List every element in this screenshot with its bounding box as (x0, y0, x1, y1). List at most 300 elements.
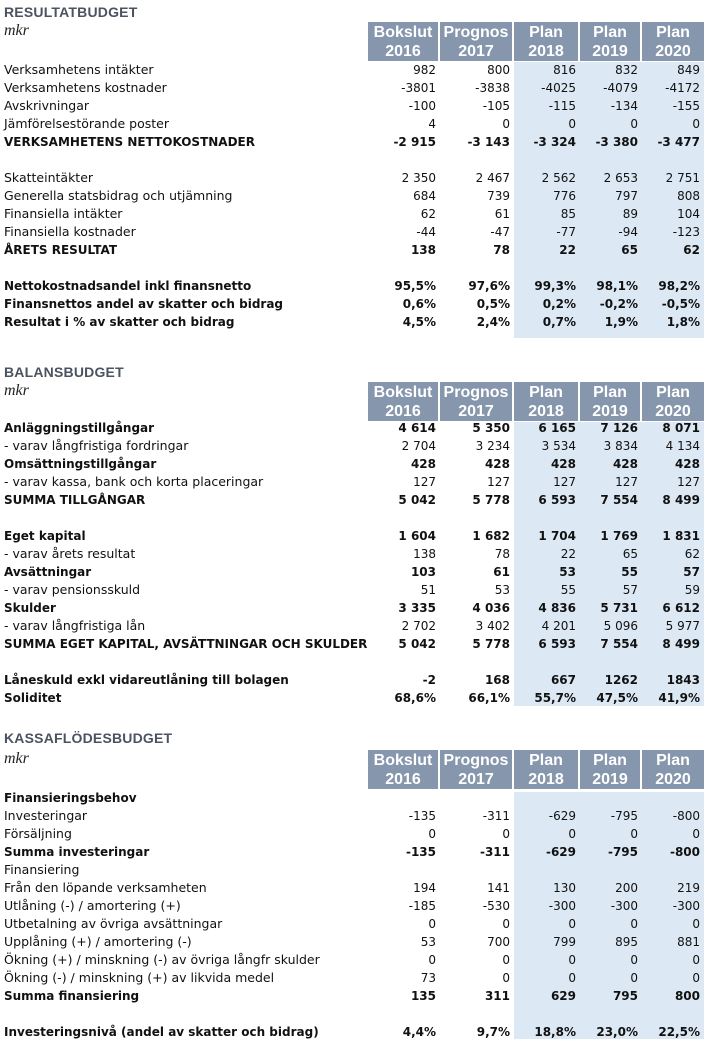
table-body (0, 789, 704, 1041)
value-cell: 0 (568, 117, 576, 131)
spacer-row (0, 1005, 704, 1023)
value-cell: 0 (692, 117, 700, 131)
value-cell: 982 (413, 63, 436, 77)
value-cell: 47,5% (596, 691, 638, 705)
column-header-cell (580, 382, 640, 421)
value-cell: 1,8% (666, 315, 700, 329)
value-cell: 684 (413, 189, 436, 203)
value-cell: 65 (621, 243, 638, 257)
value-cell: 78 (494, 547, 510, 561)
value-cell: -155 (672, 99, 700, 113)
value-cell: 99,3% (534, 279, 576, 293)
value-cell: 629 (550, 989, 576, 1003)
row-label: Utbetalning av övriga avsättningar (4, 916, 223, 931)
value-cell: 98,1% (596, 279, 638, 293)
value-cell: 0,2% (542, 297, 576, 311)
header-label: Plan (529, 24, 563, 41)
column-header (368, 22, 704, 61)
row-label: Ökning (-) / minskning (+) av likvida medel (4, 970, 275, 985)
value-cell: 98,2% (658, 279, 700, 293)
value-cell: -0,2% (599, 297, 638, 311)
value-cell (440, 789, 514, 807)
value-cell (580, 861, 642, 879)
spacer-row (0, 653, 704, 671)
row-label: - varav årets resultat (4, 546, 136, 561)
value-cell: 22 (560, 547, 576, 561)
value-cell: 55 (621, 565, 638, 579)
value-cell: 68,6% (394, 691, 436, 705)
header-label: Plan (656, 752, 690, 769)
value-cell: 89 (622, 207, 638, 221)
value-cell: 0 (568, 827, 576, 841)
table-row (0, 419, 704, 437)
header-label: Plan (593, 752, 627, 769)
table-row (0, 915, 704, 933)
value-cell: -795 (607, 845, 638, 859)
value-cell: 5 731 (600, 601, 638, 615)
row-label: Från den löpande verksamheten (4, 880, 207, 895)
table-row (0, 169, 704, 187)
value-cell: 0 (630, 827, 638, 841)
value-cell: 66,1% (468, 691, 510, 705)
row-label: Finansiering (4, 862, 80, 877)
value-cell: 22 (559, 243, 576, 257)
value-cell: -3801 (401, 81, 436, 95)
value-cell: -185 (408, 899, 436, 913)
header-year: 2020 (655, 403, 691, 420)
value-cell: -3 143 (467, 135, 510, 149)
unit-label: mkr (4, 22, 29, 39)
row-label: Ökning (+) / minskning (-) av övriga långfr skulder (4, 952, 320, 967)
value-cell: -100 (408, 99, 436, 113)
value-cell: 1 604 (398, 529, 436, 543)
row-label: Omsättningstillgångar (4, 457, 157, 471)
table-row (0, 617, 704, 635)
value-cell: 127 (677, 475, 700, 489)
value-cell: 2 562 (541, 171, 576, 185)
column-header-cell (580, 750, 640, 789)
value-cell: 797 (615, 189, 638, 203)
table-row (0, 437, 704, 455)
table-row (0, 187, 704, 205)
row-label: Summa finansiering (4, 989, 140, 1003)
column-header-cell (514, 22, 578, 61)
value-cell: 53 (420, 935, 436, 949)
value-cell: 739 (487, 189, 510, 203)
row-label: - varav långfristiga fordringar (4, 438, 189, 453)
value-cell: 0 (692, 971, 700, 985)
value-cell: 4 (428, 117, 436, 131)
value-cell: -4025 (541, 81, 576, 95)
value-cell: 849 (677, 63, 700, 77)
value-cell: -530 (482, 899, 510, 913)
value-cell: -800 (672, 809, 700, 823)
row-label: ÅRETS RESULTAT (4, 243, 118, 257)
value-cell: 104 (677, 207, 700, 221)
value-cell: 2,4% (476, 315, 510, 329)
header-year: 2019 (592, 43, 628, 60)
row-label: VERKSAMHETENS NETTOKOSTNADER (4, 135, 255, 149)
table-row (0, 313, 704, 331)
value-cell: 1 769 (600, 529, 638, 543)
table-row (0, 133, 704, 151)
row-label: Investeringsnivå (andel av skatter och bidrag) (4, 1025, 319, 1039)
row-label: Finansnettos andel av skatter och bidrag (4, 297, 284, 311)
value-cell: 194 (413, 881, 436, 895)
value-cell: 78 (493, 243, 510, 257)
value-cell: 130 (553, 881, 576, 895)
value-cell: 816 (553, 63, 576, 77)
value-cell: 667 (550, 673, 576, 687)
value-cell: 700 (487, 935, 510, 949)
value-cell: 9,7% (476, 1025, 510, 1039)
section-title: KASSAFLÖDESBUDGET (4, 730, 173, 746)
value-cell: 2 653 (603, 171, 638, 185)
table-row (0, 473, 704, 491)
value-cell: 0 (428, 953, 436, 967)
value-cell: -115 (548, 99, 576, 113)
value-cell: 200 (615, 881, 638, 895)
header-year: 2018 (528, 43, 564, 60)
value-cell: -0,5% (661, 297, 700, 311)
value-cell: 3 834 (603, 439, 638, 453)
value-cell: -4079 (603, 81, 638, 95)
value-cell: 2 704 (401, 439, 436, 453)
row-label: Summa investeringar (4, 845, 150, 859)
row-label: Skulder (4, 601, 56, 615)
value-cell (368, 789, 440, 807)
value-cell: -134 (610, 99, 638, 113)
table-row (0, 843, 704, 861)
table-row (0, 879, 704, 897)
value-cell: 895 (615, 935, 638, 949)
value-cell: 0,5% (476, 297, 510, 311)
table-row (0, 1023, 704, 1041)
column-header-cell (368, 382, 438, 421)
value-cell: 22,5% (658, 1025, 700, 1039)
table-body (0, 61, 704, 331)
value-cell (368, 861, 440, 879)
value-cell: -105 (482, 99, 510, 113)
value-cell: -47 (490, 225, 510, 239)
row-label: Generella statsbidrag och utjämning (4, 188, 233, 203)
header-label: Prognos (443, 384, 509, 401)
row-label: Jämförelsestörande poster (4, 116, 170, 131)
value-cell: 103 (410, 565, 436, 579)
value-cell: 219 (677, 881, 700, 895)
value-cell: 3 234 (475, 439, 510, 453)
table-row (0, 987, 704, 1005)
spacer-row (0, 151, 704, 169)
header-label: Prognos (443, 24, 509, 41)
header-year: 2016 (385, 43, 421, 60)
section-balansbudget (0, 362, 704, 705)
table-row (0, 277, 704, 295)
column-header (368, 382, 704, 421)
value-cell: 138 (413, 547, 436, 561)
value-cell: -629 (548, 809, 576, 823)
header-year: 2017 (458, 403, 494, 420)
value-cell: -3 324 (533, 135, 576, 149)
value-cell: 428 (410, 457, 436, 471)
value-cell (514, 861, 580, 879)
table-row (0, 491, 704, 509)
value-cell: 53 (494, 583, 510, 597)
value-cell: 127 (487, 475, 510, 489)
value-cell: -4172 (665, 81, 700, 95)
value-cell: -800 (669, 845, 700, 859)
row-label: Verksamhetens kostnader (4, 80, 167, 95)
value-cell: 55 (560, 583, 576, 597)
value-cell (642, 789, 704, 807)
table-row (0, 933, 704, 951)
table-row (0, 789, 704, 807)
value-cell: 41,9% (658, 691, 700, 705)
value-cell (514, 789, 580, 807)
header-year: 2018 (528, 771, 564, 788)
value-cell: 95,5% (394, 279, 436, 293)
value-cell: 141 (487, 881, 510, 895)
value-cell: 135 (410, 989, 436, 1003)
table-row (0, 825, 704, 843)
value-cell: 6 593 (538, 637, 576, 651)
value-cell: 800 (674, 989, 700, 1003)
value-cell: 6 165 (538, 421, 576, 435)
table-row (0, 969, 704, 987)
value-cell: 2 350 (401, 171, 436, 185)
value-cell: 1 704 (538, 529, 576, 543)
table-row (0, 599, 704, 617)
value-cell: 3 534 (541, 439, 576, 453)
value-cell: 0 (502, 117, 510, 131)
column-header (368, 750, 704, 789)
row-label: Finansiella kostnader (4, 224, 136, 239)
value-cell: 57 (683, 565, 700, 579)
value-cell: 1,9% (604, 315, 638, 329)
value-cell: 428 (612, 457, 638, 471)
value-cell: 5 042 (398, 637, 436, 651)
value-cell: -135 (405, 845, 436, 859)
row-label: Verksamhetens intäkter (4, 62, 154, 77)
value-cell: 138 (410, 243, 436, 257)
header-year: 2016 (385, 771, 421, 788)
value-cell: 5 778 (472, 493, 510, 507)
header-year: 2018 (528, 403, 564, 420)
table-row (0, 79, 704, 97)
row-label: SUMMA TILLGÅNGAR (4, 493, 146, 507)
value-cell: 0 (428, 827, 436, 841)
value-cell: 0 (568, 953, 576, 967)
table-row (0, 527, 704, 545)
value-cell: 0 (630, 953, 638, 967)
table-row (0, 545, 704, 563)
value-cell: 7 554 (600, 637, 638, 651)
value-cell: -3838 (475, 81, 510, 95)
column-header-cell (368, 22, 438, 61)
value-cell: 0,6% (402, 297, 436, 311)
value-cell: 4 201 (541, 619, 576, 633)
row-label: - varav pensionsskuld (4, 582, 141, 597)
header-label: Prognos (443, 752, 509, 769)
value-cell: 0 (502, 827, 510, 841)
row-label: Utlåning (-) / amortering (+) (4, 898, 181, 913)
value-cell: 4 614 (398, 421, 436, 435)
value-cell: 127 (553, 475, 576, 489)
value-cell: 59 (684, 583, 700, 597)
header-year: 2017 (458, 43, 494, 60)
column-header-cell (642, 750, 704, 789)
value-cell: 5 778 (472, 637, 510, 651)
section-kassaflodesbudget (0, 728, 704, 1039)
value-cell: 62 (683, 243, 700, 257)
row-label: SUMMA EGET KAPITAL, AVSÄTTNINGAR OCH SKULDER (4, 637, 368, 651)
row-label: Finansieringsbehov (4, 791, 137, 805)
table-row (0, 115, 704, 133)
value-cell: 776 (553, 189, 576, 203)
row-label: Avsättningar (4, 565, 92, 579)
value-cell: 0 (692, 953, 700, 967)
value-cell: 0 (428, 917, 436, 931)
value-cell (580, 789, 642, 807)
value-cell: 832 (615, 63, 638, 77)
value-cell: 0 (568, 971, 576, 985)
table-row (0, 563, 704, 581)
header-label: Plan (529, 752, 563, 769)
table-body (0, 419, 704, 707)
value-cell: 18,8% (534, 1025, 576, 1039)
row-label: Soliditet (4, 691, 62, 705)
value-cell: -2 915 (393, 135, 436, 149)
header-year: 2017 (458, 771, 494, 788)
column-header-cell (368, 750, 438, 789)
value-cell: 4,5% (402, 315, 436, 329)
header-label: Bokslut (373, 24, 433, 41)
header-label: Plan (593, 24, 627, 41)
table-row (0, 455, 704, 473)
value-cell: -629 (545, 845, 576, 859)
table-row (0, 861, 704, 879)
value-cell: -300 (548, 899, 576, 913)
value-cell: -2 (422, 673, 436, 687)
column-header-cell (514, 382, 578, 421)
row-label: Nettokostnadsandel inkl finansnetto (4, 279, 252, 293)
value-cell: 1 682 (472, 529, 510, 543)
value-cell: 7 126 (600, 421, 638, 435)
column-header-cell (440, 382, 512, 421)
value-cell: 2 467 (475, 171, 510, 185)
value-cell: -77 (556, 225, 576, 239)
value-cell: 4 036 (472, 601, 510, 615)
value-cell: -3 477 (657, 135, 700, 149)
value-cell: 65 (622, 547, 638, 561)
value-cell: 7 554 (600, 493, 638, 507)
column-header-cell (440, 750, 512, 789)
column-header-cell (642, 22, 704, 61)
value-cell: 51 (420, 583, 436, 597)
value-cell: 5 042 (398, 493, 436, 507)
value-cell: 168 (484, 673, 510, 687)
header-label: Plan (593, 384, 627, 401)
table-row (0, 951, 704, 969)
header-year: 2020 (655, 771, 691, 788)
value-cell: 127 (413, 475, 436, 489)
value-cell: 0 (692, 827, 700, 841)
value-cell: 0 (502, 953, 510, 967)
header-year: 2019 (592, 403, 628, 420)
value-cell: -123 (672, 225, 700, 239)
table-row (0, 581, 704, 599)
row-label: Skatteintäkter (4, 170, 94, 185)
column-header-cell (440, 22, 512, 61)
column-header-cell (642, 382, 704, 421)
value-cell: 53 (559, 565, 576, 579)
value-cell: 800 (487, 63, 510, 77)
header-label: Plan (656, 24, 690, 41)
value-cell: -3 380 (595, 135, 638, 149)
value-cell: 0 (630, 117, 638, 131)
table-row (0, 205, 704, 223)
value-cell: 62 (420, 207, 436, 221)
value-cell (642, 861, 704, 879)
value-cell: 2 702 (401, 619, 436, 633)
value-cell: 57 (622, 583, 638, 597)
value-cell: 881 (677, 935, 700, 949)
table-row (0, 61, 704, 79)
table-row (0, 689, 704, 707)
row-label: - varav kassa, bank och korta placeringar (4, 474, 264, 489)
column-header-cell (580, 22, 640, 61)
table-row (0, 97, 704, 115)
row-label: Försäljning (4, 826, 72, 841)
section-title: BALANSBUDGET (4, 364, 124, 380)
value-cell: 8 499 (662, 637, 700, 651)
value-cell: -795 (610, 809, 638, 823)
section-resultatbudget (0, 2, 704, 329)
value-cell: 8 071 (662, 421, 700, 435)
value-cell: 1262 (604, 673, 638, 687)
value-cell: 85 (560, 207, 576, 221)
value-cell: 3 335 (398, 601, 436, 615)
value-cell: 23,0% (596, 1025, 638, 1039)
value-cell: 127 (615, 475, 638, 489)
table-row (0, 635, 704, 653)
row-label: Eget kapital (4, 529, 86, 543)
header-label: Bokslut (373, 384, 433, 401)
header-year: 2019 (592, 771, 628, 788)
value-cell: 61 (493, 565, 510, 579)
value-cell: 61 (494, 207, 510, 221)
table-row (0, 897, 704, 915)
value-cell: 0 (502, 917, 510, 931)
value-cell: 795 (612, 989, 638, 1003)
section-title: RESULTATBUDGET (4, 4, 138, 20)
value-cell: 55,7% (534, 691, 576, 705)
header-year: 2020 (655, 43, 691, 60)
unit-label: mkr (4, 750, 29, 767)
value-cell: -311 (479, 845, 510, 859)
table-row (0, 671, 704, 689)
value-cell: 4 836 (538, 601, 576, 615)
header-label: Plan (656, 384, 690, 401)
value-cell: 5 096 (603, 619, 638, 633)
value-cell: 5 350 (472, 421, 510, 435)
table-row (0, 295, 704, 313)
row-label: Resultat i % av skatter och bidrag (4, 315, 235, 329)
row-label: Låneskuld exkl vidareutlåning till bolagen (4, 673, 289, 687)
table-row (0, 223, 704, 241)
value-cell: -300 (672, 899, 700, 913)
value-cell: 4,4% (402, 1025, 436, 1039)
